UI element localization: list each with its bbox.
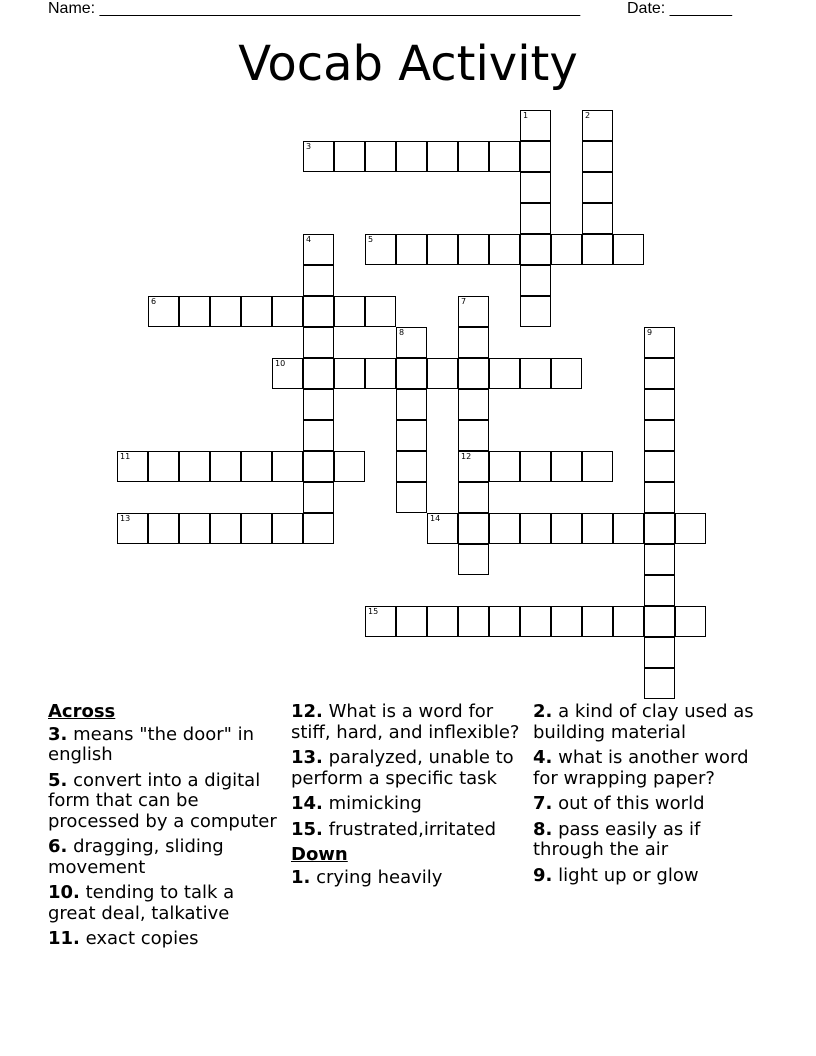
crossword-cell[interactable] <box>272 358 303 389</box>
crossword-cell[interactable] <box>396 482 427 513</box>
crossword-cell[interactable] <box>675 513 706 544</box>
crossword-cell[interactable] <box>520 141 551 172</box>
clue-num: 7. <box>533 793 553 814</box>
crossword-cell[interactable] <box>427 513 458 544</box>
crossword-cell[interactable] <box>489 451 520 482</box>
crossword-cell[interactable] <box>303 141 334 172</box>
crossword-cell[interactable] <box>458 420 489 451</box>
crossword-cell[interactable] <box>396 389 427 420</box>
crossword-cell[interactable] <box>644 451 675 482</box>
crossword-cell[interactable] <box>396 451 427 482</box>
clue-num: 6. <box>48 836 68 857</box>
clue-item <box>48 837 284 878</box>
clue-number: 1 <box>523 111 529 120</box>
crossword-cell[interactable] <box>365 141 396 172</box>
clue-num: 11. <box>48 928 80 949</box>
crossword-cell[interactable] <box>582 110 613 141</box>
crossword-cell[interactable] <box>644 606 675 637</box>
crossword-cell[interactable] <box>334 141 365 172</box>
clue-item <box>533 748 769 789</box>
clue-number: 12 <box>461 452 472 461</box>
down-clue-list <box>533 702 769 886</box>
clues-column-3 <box>533 702 769 891</box>
clue-text: a kind of clay used as building material <box>533 701 754 743</box>
crossword-cell[interactable] <box>520 451 551 482</box>
crossword-cell[interactable] <box>365 606 396 637</box>
crossword-cell[interactable] <box>582 451 613 482</box>
crossword-cell[interactable] <box>458 327 489 358</box>
clue-text: paralyzed, unable to perform a specific task <box>291 747 514 789</box>
clue-num: 13. <box>291 747 323 768</box>
crossword-cell[interactable] <box>458 234 489 265</box>
crossword-cell[interactable] <box>644 637 675 668</box>
down-heading: Down <box>291 844 348 865</box>
crossword-cell[interactable] <box>303 389 334 420</box>
clue-number: 4 <box>306 235 312 244</box>
crossword-cell[interactable] <box>303 451 334 482</box>
clues-column-2 <box>291 702 527 893</box>
clue-num: 14. <box>291 793 323 814</box>
crossword-cell[interactable] <box>458 358 489 389</box>
clue-number: 6 <box>151 297 157 306</box>
clue-text: frustrated,irritated <box>322 818 497 840</box>
crossword-cell[interactable] <box>210 513 241 544</box>
crossword-cell[interactable] <box>520 296 551 327</box>
crossword-cell[interactable] <box>210 451 241 482</box>
crossword-cell[interactable] <box>334 296 365 327</box>
clue-num: 8. <box>533 818 553 840</box>
crossword-cell[interactable] <box>303 513 334 544</box>
down-clue-list <box>291 868 527 889</box>
crossword-cell[interactable] <box>520 358 551 389</box>
crossword-cell[interactable] <box>365 296 396 327</box>
across-clue-list <box>48 725 284 950</box>
crossword-cell[interactable] <box>303 482 334 513</box>
crossword-cell[interactable] <box>551 513 582 544</box>
clue-item <box>291 820 527 841</box>
crossword-cell[interactable] <box>458 513 489 544</box>
clue-number: 3 <box>306 142 312 151</box>
clue-item <box>291 794 527 815</box>
clue-text: mimicking <box>322 793 422 814</box>
crossword-cell[interactable] <box>489 513 520 544</box>
crossword-cell[interactable] <box>303 358 334 389</box>
crossword-cell[interactable] <box>458 451 489 482</box>
crossword-cell[interactable] <box>644 420 675 451</box>
crossword-cell[interactable] <box>582 606 613 637</box>
clue-text: means "the door" in english <box>48 723 255 765</box>
crossword-cell[interactable] <box>582 513 613 544</box>
crossword-cell[interactable] <box>489 358 520 389</box>
crossword-cell[interactable] <box>241 296 272 327</box>
clue-number: 8 <box>399 328 405 337</box>
clue-num: 9. <box>533 864 553 886</box>
crossword-cell[interactable] <box>644 668 675 699</box>
crossword-cell[interactable] <box>396 606 427 637</box>
crossword-cell[interactable] <box>427 234 458 265</box>
clue-text: what is another word for wrapping paper? <box>533 747 749 789</box>
crossword-cell[interactable] <box>427 358 458 389</box>
crossword-cell[interactable] <box>582 234 613 265</box>
clue-num: 12. <box>291 701 323 722</box>
crossword-cell[interactable] <box>303 234 334 265</box>
clue-item <box>533 866 769 887</box>
clue-item <box>48 725 284 766</box>
crossword-cell[interactable] <box>644 358 675 389</box>
across-clue-list <box>291 702 527 840</box>
crossword-cell[interactable] <box>396 141 427 172</box>
crossword-cell[interactable] <box>551 358 582 389</box>
crossword-cell[interactable] <box>644 389 675 420</box>
clue-text: dragging, sliding movement <box>48 836 224 878</box>
crossword-cell[interactable] <box>272 451 303 482</box>
crossword-cell[interactable] <box>613 606 644 637</box>
crossword-cell[interactable] <box>117 513 148 544</box>
across-heading: Across <box>48 701 116 722</box>
crossword-cell[interactable] <box>458 141 489 172</box>
clue-item <box>533 794 769 815</box>
crossword-cell[interactable] <box>644 544 675 575</box>
page-title: Vocab Activity <box>238 36 578 92</box>
clues-column-1 <box>48 702 284 955</box>
crossword-cell[interactable] <box>520 606 551 637</box>
crossword-cell[interactable] <box>582 203 613 234</box>
clue-text: tending to talk a great deal, talkative <box>48 882 235 924</box>
crossword-cell[interactable] <box>303 296 334 327</box>
clue-number: 13 <box>120 514 131 523</box>
crossword-cell[interactable] <box>644 327 675 358</box>
crossword-cell[interactable] <box>117 451 148 482</box>
crossword-cell[interactable] <box>458 296 489 327</box>
crossword-cell[interactable] <box>148 513 179 544</box>
clue-number: 7 <box>461 297 467 306</box>
clue-num: 3. <box>48 723 68 745</box>
crossword-cell[interactable] <box>396 234 427 265</box>
crossword-cell[interactable] <box>179 296 210 327</box>
clue-text: out of this world <box>552 793 705 814</box>
crossword-cell[interactable] <box>179 451 210 482</box>
crossword-cell[interactable] <box>644 482 675 513</box>
crossword-cell[interactable] <box>396 327 427 358</box>
crossword-cell[interactable] <box>334 451 365 482</box>
crossword-cell[interactable] <box>520 203 551 234</box>
clue-number: 11 <box>120 452 131 461</box>
crossword-cell[interactable] <box>303 265 334 296</box>
crossword-cell[interactable] <box>613 513 644 544</box>
clue-num: 1. <box>291 866 311 888</box>
clue-item <box>291 748 527 789</box>
crossword-cell[interactable] <box>520 265 551 296</box>
crossword-cell[interactable] <box>520 110 551 141</box>
crossword-cell[interactable] <box>210 296 241 327</box>
crossword-cell[interactable] <box>458 389 489 420</box>
clue-number: 15 <box>368 607 379 616</box>
clue-item <box>48 929 284 950</box>
clue-item <box>533 702 769 743</box>
crossword-cell[interactable] <box>241 451 272 482</box>
clue-num: 2. <box>533 701 553 722</box>
crossword-cell[interactable] <box>551 451 582 482</box>
clue-text: crying heavily <box>310 866 443 888</box>
crossword-cell[interactable] <box>551 234 582 265</box>
crossword-cell[interactable] <box>396 358 427 389</box>
clue-number: 9 <box>647 328 653 337</box>
clue-text: pass easily as if through the air <box>533 818 701 860</box>
clue-number: 5 <box>368 235 374 244</box>
clue-item <box>48 771 284 833</box>
crossword-cell[interactable] <box>458 482 489 513</box>
crossword-cell[interactable] <box>365 234 396 265</box>
crossword-cell[interactable] <box>520 234 551 265</box>
clue-num: 15. <box>291 818 323 840</box>
crossword-cell[interactable] <box>365 358 396 389</box>
clue-number: 2 <box>585 111 591 120</box>
crossword-cell[interactable] <box>396 420 427 451</box>
clue-text: convert into a digital form that can be processed by a computer <box>48 769 277 832</box>
clue-item <box>48 883 284 924</box>
clue-num: 5. <box>48 769 68 791</box>
crossword-cell[interactable] <box>303 420 334 451</box>
crossword-cell[interactable] <box>427 606 458 637</box>
crossword-cell[interactable] <box>613 234 644 265</box>
clue-item <box>533 820 769 861</box>
clue-text: light up or glow <box>552 864 699 886</box>
crossword-cell[interactable] <box>489 141 520 172</box>
crossword-cell[interactable] <box>675 606 706 637</box>
date-field[interactable]: Date: _______ <box>627 0 732 17</box>
crossword-cell[interactable] <box>148 296 179 327</box>
name-field[interactable]: Name: ______________________________________________________ <box>48 0 581 17</box>
crossword-cell[interactable] <box>582 172 613 203</box>
crossword-cell[interactable] <box>303 327 334 358</box>
crossword-cell[interactable] <box>148 451 179 482</box>
crossword-cell[interactable] <box>644 513 675 544</box>
clue-item <box>291 868 527 889</box>
clue-number: 10 <box>275 359 286 368</box>
crossword-cell[interactable] <box>241 513 272 544</box>
clue-item <box>291 702 527 743</box>
crossword-cell[interactable] <box>489 234 520 265</box>
crossword-cell[interactable] <box>458 606 489 637</box>
crossword-cell[interactable] <box>272 513 303 544</box>
crossword-cell[interactable] <box>458 544 489 575</box>
crossword-cell[interactable] <box>644 575 675 606</box>
crossword-cell[interactable] <box>551 606 582 637</box>
clue-number: 14 <box>430 514 441 523</box>
clue-num: 10. <box>48 882 80 903</box>
crossword-cell[interactable] <box>179 513 210 544</box>
crossword-cell[interactable] <box>520 172 551 203</box>
crossword-cell[interactable] <box>520 513 551 544</box>
crossword-cell[interactable] <box>582 141 613 172</box>
clue-num: 4. <box>533 747 553 768</box>
clue-text: What is a word for stiff, hard, and inflexible? <box>291 701 520 743</box>
crossword-cell[interactable] <box>272 296 303 327</box>
crossword-cell[interactable] <box>427 141 458 172</box>
crossword-cell[interactable] <box>334 358 365 389</box>
clue-text: exact copies <box>79 928 199 949</box>
crossword-cell[interactable] <box>489 606 520 637</box>
